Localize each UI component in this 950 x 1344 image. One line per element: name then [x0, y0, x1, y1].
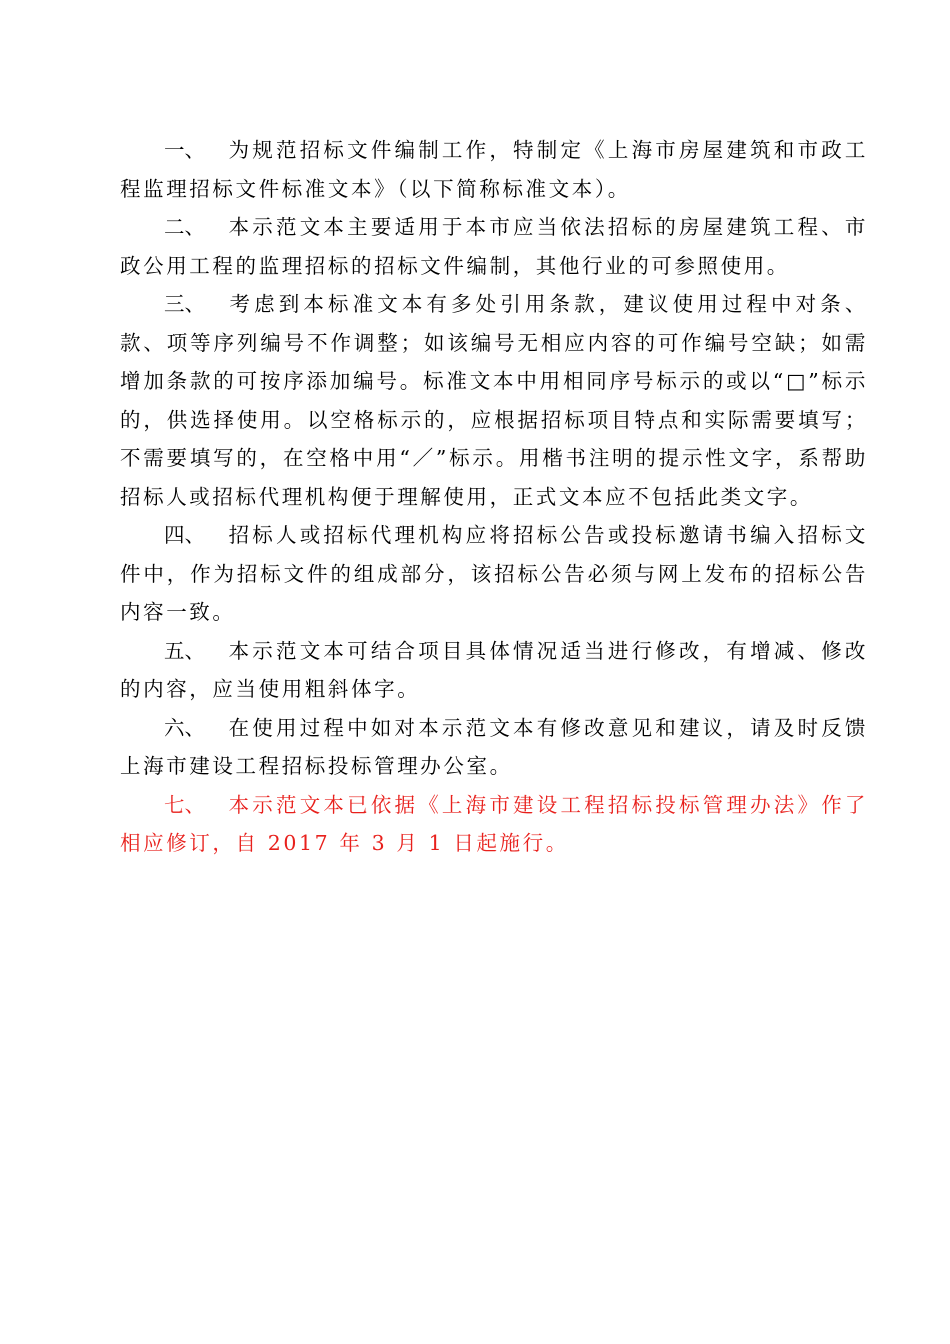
paragraph-number: 七、	[164, 792, 205, 817]
paragraph-7-revision-note	[120, 786, 868, 863]
paragraph-3	[120, 285, 868, 516]
paragraph-6	[120, 709, 868, 786]
paragraph-2	[120, 208, 868, 285]
paragraph-number: 五、	[164, 638, 205, 663]
paragraph-4	[120, 516, 868, 632]
document-body	[120, 131, 868, 863]
paragraph-number: 四、	[164, 523, 205, 547]
paragraph-number: 三、	[164, 292, 205, 316]
paragraph-5	[120, 632, 868, 709]
paragraph-number: 六、	[164, 715, 205, 740]
paragraph-text: 考虑到本标准文本有多处引用条款，建议使用过程中对条、款、项等序列编号不作调整；如该编号无相应内容的可作编号空缺；如需增加条款的可按序添加编号。标准文本中用相同序号标示的或以“□”标示的，供选择使用。以空格标示的，应根据招标项目特点和实际需要填写；不需要填写的，在空格中用“／”标示。用楷书注明的提示性文字，系帮助招标人或招标代理机构便于理解使用，正式文本应不包括此类文字。	[120, 292, 868, 509]
paragraph-text: 为规范招标文件编制工作，特制定《上海市房屋建筑和市政工程监理招标文件标准文本》（以下简称标准文本）。	[120, 138, 868, 201]
paragraph-text: 本示范文本可结合项目具体情况适当进行修改，有增减、修改的内容，应当使用粗斜体字。	[120, 638, 868, 701]
paragraph-number: 二、	[164, 215, 205, 239]
paragraph-text: 本示范文本已依据《上海市建设工程招标投标管理办法》作了相应修订，自 2017 年 3 月 1 日起施行。	[120, 792, 868, 855]
paragraph-text: 招标人或招标代理机构应将招标公告或投标邀请书编入招标文件中，作为招标文件的组成部分，该招标公告必须与网上发布的招标公告内容一致。	[120, 523, 868, 624]
paragraph-text: 本示范文本主要适用于本市应当依法招标的房屋建筑工程、市政公用工程的监理招标的招标文件编制，其他行业的可参照使用。	[120, 215, 868, 278]
paragraph-number: 一、	[164, 138, 205, 162]
paragraph-text: 在使用过程中如对本示范文本有修改意见和建议，请及时反馈上海市建设工程招标投标管理办公室。	[120, 715, 868, 778]
paragraph-1	[120, 131, 868, 208]
